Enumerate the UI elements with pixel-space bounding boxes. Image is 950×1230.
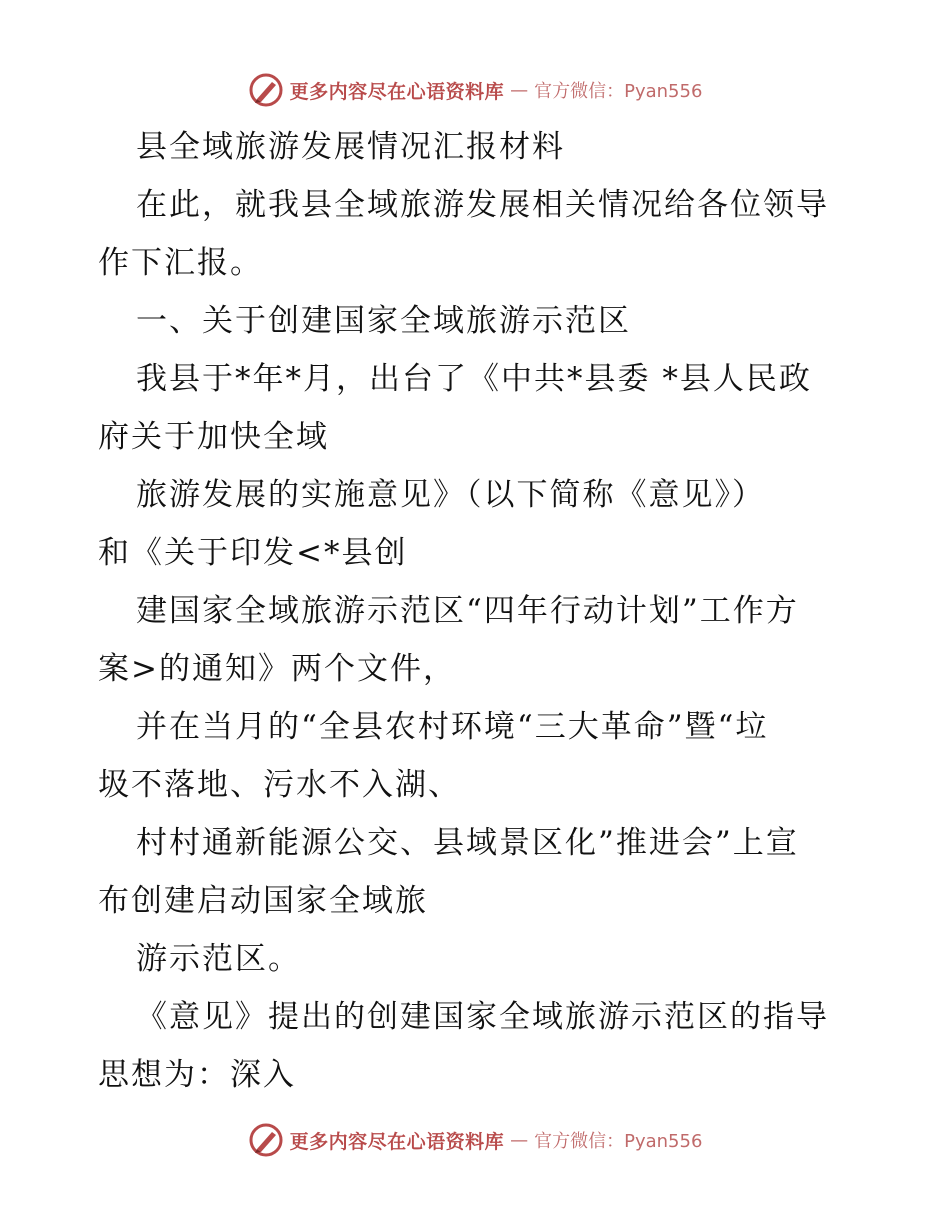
paragraph-line: 《意见》提出的创建国家全域旅游示范区的指导: [136, 999, 829, 1035]
footer-contact: 官方微信：Pyan556: [534, 1131, 703, 1152]
section-heading: 一、关于创建国家全域旅游示范区: [136, 303, 631, 339]
paragraph-line: 和《关于印发<*县创: [98, 535, 408, 571]
pen-logo-icon: [248, 72, 284, 108]
paragraph-line: 布创建启动国家全域旅: [98, 883, 428, 919]
paragraph-line: 在此，就我县全域旅游发展相关情况给各位领导: [136, 187, 829, 223]
paragraph-line: 并在当月的“全县农村环境“三大革命”暨“垃: [136, 709, 769, 745]
paragraph-line: 案>的通知》两个文件，: [98, 651, 456, 687]
header-watermark: [0, 70, 950, 110]
document-title: 县全域旅游发展情况汇报材料: [136, 129, 565, 165]
pen-logo-icon: [248, 1122, 284, 1158]
paragraph-line: 思想为：深入: [98, 1057, 296, 1093]
header-brand: 更多内容尽在心语资料库: [289, 80, 505, 103]
paragraph-line: 村村通新能源公交、县域景区化”推进会”上宣: [136, 825, 799, 861]
document-body: [98, 118, 854, 1104]
header-contact: 官方微信：Pyan556: [534, 81, 703, 102]
paragraph-line: 我县于*年*月，出台了《中共*县委 *县人民政: [136, 361, 812, 397]
paragraph-line: 府关于加快全域: [98, 419, 329, 455]
footer-brand: 更多内容尽在心语资料库: [289, 1130, 505, 1153]
paragraph-line: 建国家全域旅游示范区“四年行动计划”工作方: [136, 593, 799, 629]
footer-watermark: [0, 1120, 950, 1160]
paragraph-line: 作下汇报。: [98, 245, 263, 281]
paragraph-line: 游示范区。: [136, 941, 301, 977]
paragraph-line: 圾不落地、污水不入湖、: [98, 767, 461, 803]
paragraph-line: 旅游发展的实施意见》（以下简称《意见》）: [136, 477, 765, 513]
header-dash: —: [510, 79, 529, 101]
footer-dash: —: [510, 1129, 529, 1151]
